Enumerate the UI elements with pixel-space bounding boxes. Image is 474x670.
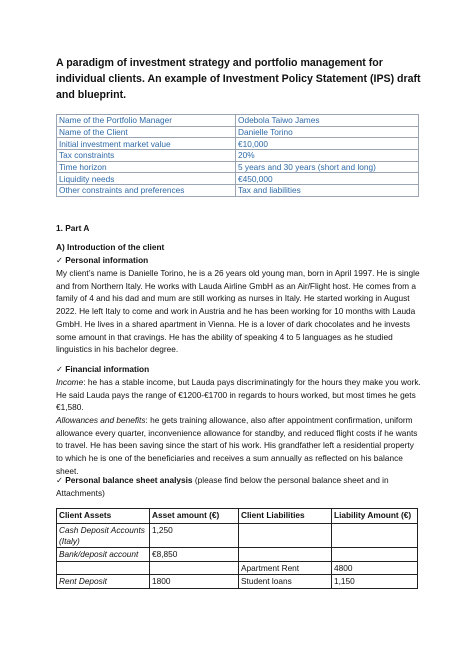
table-row	[57, 561, 418, 575]
table-cell	[57, 561, 150, 575]
allowances-label: Allowances and benefits	[56, 415, 146, 425]
info-value: €450,000	[236, 173, 419, 185]
allowances-paragraph	[56, 414, 422, 478]
info-value: 20%	[236, 150, 419, 162]
portfolio-info-table	[56, 114, 419, 197]
info-label: Other constraints and preferences	[57, 185, 236, 197]
financial-info-heading	[56, 363, 422, 376]
column-header: Client Liabilities	[239, 509, 332, 524]
table-row	[57, 150, 419, 162]
balance-heading-label: Personal balance sheet analysis	[65, 475, 193, 485]
table-cell: Bank/deposit account	[57, 548, 150, 562]
table-cell: 4800	[332, 561, 418, 575]
info-label: Liquidity needs	[57, 173, 236, 185]
table-cell	[239, 548, 332, 562]
table-cell: Cash Deposit Accounts (Italy)	[57, 524, 150, 548]
check-icon: ✓	[56, 255, 63, 265]
info-value: €10,000	[236, 138, 419, 150]
info-label: Initial investment market value	[57, 138, 236, 150]
part-heading: 1. Part A	[56, 223, 90, 233]
table-cell: Apartment Rent	[239, 561, 332, 575]
info-label: Name of the Portfolio Manager	[57, 115, 236, 127]
table-cell: Student loans	[239, 575, 332, 589]
table-cell	[332, 548, 418, 562]
info-label: Time horizon	[57, 161, 236, 173]
info-value: Tax and liabilities	[236, 185, 419, 197]
balance-note: (please find below the personal balance sheet and in Attachments)	[56, 475, 389, 498]
table-row	[57, 548, 418, 562]
personal-info-heading	[56, 254, 422, 267]
info-value: 5 years and 30 years (short and long)	[236, 161, 419, 173]
table-row	[57, 575, 418, 589]
table-cell	[150, 561, 239, 575]
table-cell	[332, 524, 418, 548]
income-text: : he has a stable income, but Lauda pays discriminatingly for the hours they make you work. He said Lauda pays the range of €1200-€1700 in regards to hours worked, but most times he gets €1,580.	[56, 377, 421, 413]
table-cell: 1800	[150, 575, 239, 589]
table-row	[57, 126, 419, 138]
column-header: Asset amount (€)	[150, 509, 239, 524]
balance-sheet-heading	[56, 474, 422, 499]
financial-heading-label: Financial information	[65, 364, 150, 374]
section-heading: A) Introduction of the client	[56, 242, 165, 252]
check-icon: ✓	[56, 364, 63, 374]
balance-sheet-table	[56, 508, 418, 589]
income-label: Income	[56, 377, 84, 387]
check-icon: ✓	[56, 475, 63, 485]
table-row	[57, 173, 419, 185]
table-row	[57, 115, 419, 127]
table-cell: Rent Deposit	[57, 575, 150, 589]
table-cell: 1,250	[150, 524, 239, 548]
info-label: Tax constraints	[57, 150, 236, 162]
table-row	[57, 138, 419, 150]
column-header: Client Assets	[57, 509, 150, 524]
table-row	[57, 161, 419, 173]
table-cell: 1,150	[332, 575, 418, 589]
personal-heading-label: Personal information	[65, 255, 149, 265]
document-title: A paradigm of investment strategy and portfolio management for individual clients. An example of Investment Policy Statement (IPS) draft and blueprint.	[56, 57, 421, 101]
table-cell: €8,850	[150, 548, 239, 562]
table-cell	[239, 524, 332, 548]
table-header-row	[57, 509, 418, 524]
column-header: Liability Amount (€)	[332, 509, 418, 524]
info-value: Odebola Taiwo James	[236, 115, 419, 127]
table-row	[57, 185, 419, 197]
allowances-text: : he gets training allowance, also after appointment confirmation, uniform allowance every quarter, inconvenience allowance for standby, and reduced flight costs if he wants to travel. He has been saving since the start of his work. His grandfather left a residential property to which he is one of the beneficiaries and receives a sum annually as reflected on his balance sheet.	[56, 415, 418, 476]
personal-info-paragraph: My client’s name is Danielle Torino, he is a 26 years old young man, born in April 1997. He is single and from Northern Italy. He works with Lauda Airline GmbH as an Air/Flight host. He comes from a family of 4 and his dad and mum are still working as nurses in Italy. He started working in August 2022. He left Italy to come and work in Austria and he has been working for 10 months with Lauda GmbH. He lives in a shared apartment in Vienna. He is a lover of dark chocolates and he invests some amount in that cravings. He has the ability of speaking 4 to 5 languages as he studied linguistics in his bachelor degree.	[56, 268, 420, 355]
info-value: Danielle Torino	[236, 126, 419, 138]
table-row	[57, 524, 418, 548]
income-paragraph	[56, 376, 422, 414]
info-label: Name of the Client	[57, 126, 236, 138]
